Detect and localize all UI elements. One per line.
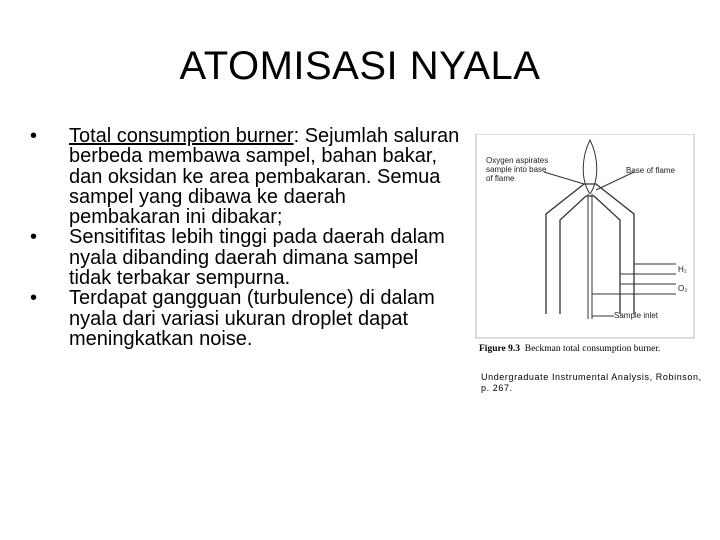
figure-caption xyxy=(479,344,660,354)
h2-label: H₂ xyxy=(678,265,687,274)
middle-tube xyxy=(560,196,620,314)
bullet-text: Terdapat gangguan (turbulence) di dalam nyala dari variasi ukuran droplet dapat meningkatkan noise. xyxy=(69,287,435,350)
flame-shape xyxy=(583,140,597,194)
oxygen-label-line: sample into base xyxy=(486,165,547,174)
o2-label: O₂ xyxy=(678,284,688,293)
sample-inlet-label: Sample inlet xyxy=(614,311,659,320)
oxygen-label-line: Oxygen aspirates xyxy=(486,156,549,165)
bullet-list xyxy=(30,126,460,349)
bullet-lead-suffix: : xyxy=(293,125,300,147)
burner-figure xyxy=(466,134,706,362)
slide-title: ATOMISASI NYALA xyxy=(179,44,541,88)
figure-number: Figure 9.3 xyxy=(479,344,520,354)
bullet-lead-term: Total consumption burner xyxy=(69,125,294,147)
oxygen-label-line: of flame xyxy=(486,174,515,183)
bullet-item xyxy=(30,288,460,349)
bullet-text: Sensitifitas lebih tinggi pada daerah dalam nyala dibanding daerah dimana sampel tidak terbakar sempurna. xyxy=(69,226,445,290)
base-of-flame-label: Base of flame xyxy=(626,166,675,175)
bullet-item xyxy=(30,227,460,288)
bullet-text: Sejumlah saluran berbeda membawa sampel, bahan bakar, dan oksidan ke area pembakaran. Semua sampel yang dibawa ke daerah pembakaran ini dibakar; xyxy=(69,125,460,229)
oxygen-label xyxy=(486,156,548,183)
oxygen-arrow xyxy=(544,172,584,184)
source-note: Undergraduate Instrumental Analysis, Robinson, p. 267. xyxy=(481,372,702,393)
figure-caption-text: Beckman total consumption burner. xyxy=(524,344,661,354)
bullet-item xyxy=(30,126,460,227)
